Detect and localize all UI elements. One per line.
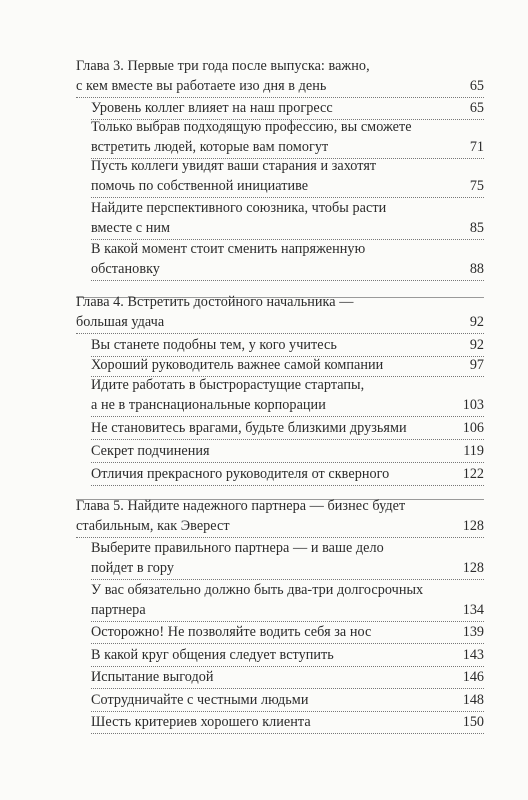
section-page-number: 97: [469, 357, 484, 373]
section-text-line: Хороший руководитель важнее самой компании: [91, 357, 384, 373]
section-leader-underline: [91, 416, 484, 417]
section-page-number: 103: [462, 397, 484, 413]
section-page-number: 85: [469, 220, 484, 236]
section-text-line: Найдите перспективного союзника, чтобы расти: [91, 200, 387, 216]
section-text-line: У вас обязательно должно быть два-три долгосрочных: [91, 582, 424, 598]
section-text-line: Только выбрав подходящую профессию, вы сможете: [91, 119, 412, 135]
section-page-number: 128: [462, 560, 484, 576]
section-text-line: Вы станете подобны тем, у кого учитесь: [91, 337, 337, 353]
section-text-line: В какой момент стоит сменить напряженную: [91, 241, 366, 257]
section-text-line: Испытание выгодой: [91, 669, 214, 685]
section-text-line: помочь по собственной инициативе: [91, 178, 309, 194]
section-page-number: 92: [469, 337, 484, 353]
section-page-number: 65: [469, 100, 484, 116]
section-text-line: Секрет подчинения: [91, 443, 210, 459]
section-page-number: 119: [463, 443, 484, 459]
chapter-page-number: 128: [462, 518, 484, 534]
section-text-line: встретить людей, которые вам помогут: [91, 139, 329, 155]
section-page-number: 143: [462, 647, 484, 663]
chapter-title-line: стабильным, как Эверест: [76, 518, 230, 534]
section-page-number: 122: [462, 466, 484, 482]
section-text-line: Идите работать в быстрорастущие стартапы,: [91, 377, 365, 393]
section-text-line: Отличия прекрасного руководителя от скверного: [91, 466, 390, 482]
section-page-number: 146: [462, 669, 484, 685]
section-page-number: 139: [462, 624, 484, 640]
section-leader-underline: [91, 280, 484, 281]
chapter-title-line: большая удача: [76, 314, 165, 330]
section-page-number: 106: [462, 420, 484, 436]
section-text-line: а не в транснациональные корпорации: [91, 397, 326, 413]
section-text-line: обстановку: [91, 261, 160, 277]
section-text-line: вместе с ним: [91, 220, 171, 236]
section-leader-underline: [91, 688, 484, 689]
section-text-line: Не становитесь врагами, будьте близкими друзьями: [91, 420, 407, 436]
section-text-line: Выберите правильного партнера — и ваше дело: [91, 540, 384, 556]
section-page-number: 71: [469, 139, 484, 155]
chapter-leader-underline: [76, 333, 484, 334]
section-text-line: Сотрудничайте с честными людьми: [91, 692, 309, 708]
section-page-number: 134: [462, 602, 484, 618]
section-text-line: Уровень коллег влияет на наш прогресс: [91, 100, 333, 116]
section-leader-underline: [91, 439, 484, 440]
section-text-line: В какой круг общения следует вступить: [91, 647, 334, 663]
chapter-title-line: с кем вместе вы работаете изо дня в день: [76, 78, 327, 94]
section-text-line: Шесть критериев хорошего клиента: [91, 714, 311, 730]
section-leader-underline: [91, 462, 484, 463]
section-leader-underline: [91, 643, 484, 644]
section-page-number: 150: [462, 714, 484, 730]
section-page-number: 88: [469, 261, 484, 277]
chapter-page-number: 92: [469, 314, 484, 330]
chapter-title-line: Глава 3. Первые три года после выпуска: важно,: [76, 58, 370, 74]
section-leader-underline: [91, 485, 484, 486]
section-page-number: 75: [469, 178, 484, 194]
section-text-line: Осторожно! Не позволяйте водить себя за нос: [91, 624, 372, 640]
chapter-title-line: Глава 4. Встретить достойного начальника —: [76, 294, 354, 310]
section-page-number: 148: [462, 692, 484, 708]
section-text-line: Пусть коллеги увидят ваши старания и захотят: [91, 158, 377, 174]
section-text-line: партнера: [91, 602, 146, 618]
section-text-line: пойдет в гору: [91, 560, 174, 576]
chapter-page-number: 65: [469, 78, 484, 94]
section-leader-underline: [91, 733, 484, 734]
chapter-title-line: Глава 5. Найдите надежного партнера — бизнес будет: [76, 498, 406, 514]
